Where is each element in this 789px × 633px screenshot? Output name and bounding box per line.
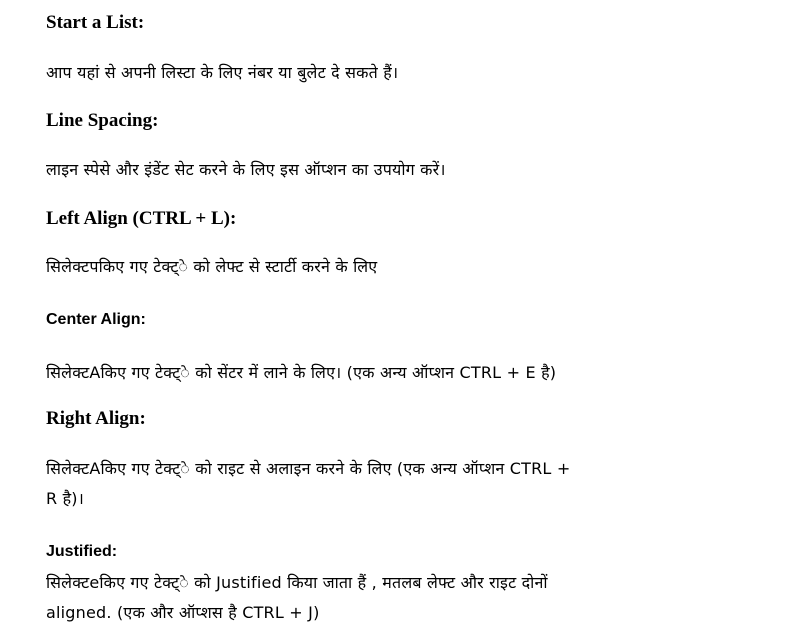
heading-line-spacing: Line Spacing:: [46, 110, 159, 131]
heading-right-align: Right Align:: [46, 408, 146, 429]
paragraph-line-spacing: लाइन स्पेसे और इंडेंट सेट करने के लिए इस ऑप्शन का उपयोग करें।: [46, 160, 446, 179]
paragraph-left-align: सिलेक्टपकिए गए टेक्ट्े को लेफ्ट से स्टार्टी करने के लिए: [46, 257, 378, 276]
heading-justified: Justified:: [46, 543, 118, 560]
paragraph-right-align-line1: सिलेक्टAकिए गए टेक्ट्े को राइट से अलाइन करने के लिए (एक अन्य ऑप्शन CTRL +: [46, 459, 571, 478]
paragraph-justified-line2: aligned. (एक और ऑप्शस है CTRL + J): [46, 603, 320, 622]
paragraph-right-align-line2: R है)।: [46, 489, 85, 508]
paragraph-center-align: सिलेक्टAकिए गए टेक्ट्े को सेंटर में लाने के लिए। (एक अन्य ऑप्शन CTRL + E है): [46, 363, 557, 382]
paragraph-start-a-list: आप यहां से अपनी लिस्टा के लिए नंबर या बुलेट दे सकते हैं।: [46, 63, 399, 82]
heading-start-a-list: Start a List:: [46, 12, 145, 33]
paragraph-justified-line1: सिलेक्टeकिए गए टेक्ट्े को Justified किया जाता हैं , मतलब लेफ्ट और राइट दोनों: [46, 573, 548, 592]
heading-center-align: Center Align:: [46, 311, 146, 328]
heading-left-align: Left Align (CTRL + L):: [46, 208, 237, 229]
